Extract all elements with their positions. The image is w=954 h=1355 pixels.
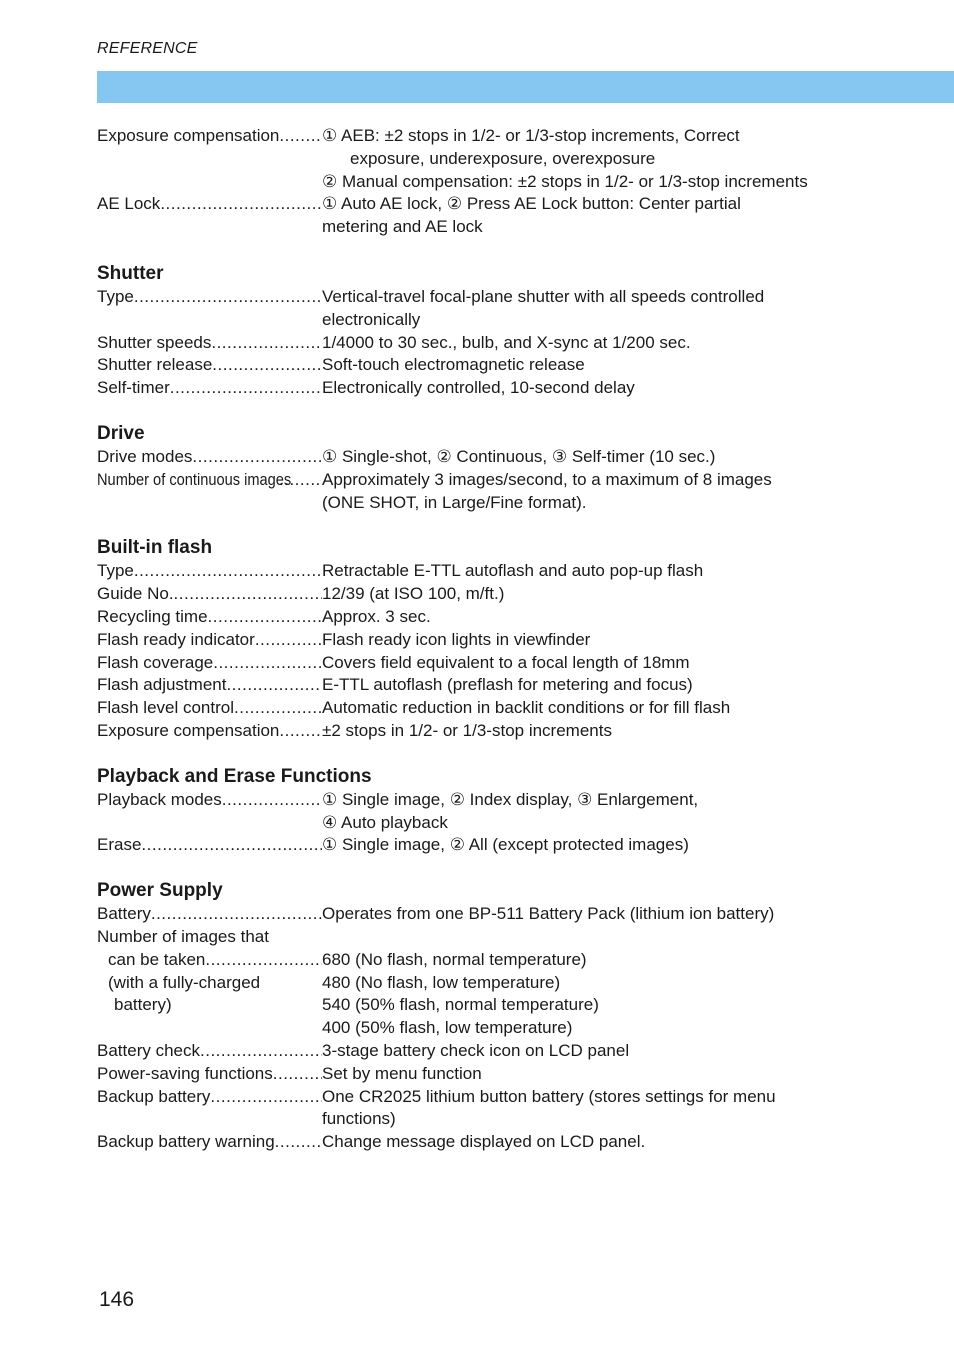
spec-row: [97, 674, 897, 697]
spec-value: 680 (No flash, normal temperature): [322, 949, 587, 969]
spec-row: [97, 1017, 897, 1040]
leader-dots: [279, 125, 322, 193]
spec-row: [97, 926, 897, 949]
spec-row: [97, 652, 897, 675]
section-title: Drive: [97, 422, 145, 444]
spec-term: Backup battery: [97, 1086, 211, 1106]
spec-value: 400 (50% flash, low temperature): [322, 1018, 573, 1038]
spec-value: Operates from one BP-511 Battery Pack (lithium ion battery): [322, 904, 775, 924]
leader-dots: [134, 286, 322, 332]
spec-row: [97, 446, 897, 469]
spec-value: ±2 stops in 1/2- or 1/3-stop increments: [322, 720, 612, 740]
playback-section: [97, 765, 897, 857]
leader-dots: [279, 720, 322, 743]
spec-row: [97, 1063, 897, 1086]
spec-row: [97, 972, 897, 995]
leader-dots: [160, 193, 322, 239]
shutter-section: [97, 262, 897, 400]
spec-term: Shutter release: [97, 355, 213, 375]
leader-dots: [208, 606, 322, 629]
spec-row: [97, 1086, 897, 1132]
spec-value: ④ Auto playback: [322, 812, 448, 832]
spec-value: Vertical-travel focal-plane shutter with all speeds controlled: [322, 286, 765, 306]
header-band: [97, 71, 954, 103]
spec-term: Self-timer: [97, 378, 170, 398]
spec-term: battery): [114, 995, 172, 1015]
spec-value: Electronically controlled, 10-second delay: [322, 378, 635, 398]
spec-value: ① Auto AE lock, ② Press AE Lock button: Center partial: [322, 194, 741, 214]
leader-dots: [213, 652, 322, 675]
spec-term: Flash adjustment: [97, 675, 227, 695]
running-head: REFERENCE: [97, 40, 198, 57]
spec-row: [97, 789, 897, 835]
spec-value: Approximately 3 images/second, to a maximum of 8 images: [322, 469, 772, 489]
spec-term: Type: [97, 561, 134, 581]
leader-dots: [205, 949, 322, 972]
spec-value: E-TTL autoflash (preflash for metering and focus): [322, 675, 693, 695]
spec-value: Covers field equivalent to a focal length of 18mm: [322, 652, 690, 672]
spec-value: Flash ready icon lights in viewfinder: [322, 629, 591, 649]
power-section: [97, 879, 897, 1154]
leader-dots: [212, 354, 322, 377]
section-title: Power Supply: [97, 880, 223, 902]
leader-dots: [200, 1040, 322, 1063]
spec-row: [97, 286, 897, 332]
spec-value: ① Single-shot, ② Continuous, ③ Self-timer (10 sec.): [322, 446, 716, 466]
leader-dots: [210, 1086, 322, 1132]
leader-dots: [275, 1131, 322, 1154]
spec-value: metering and AE lock: [322, 217, 483, 237]
spec-row: [97, 697, 897, 720]
spec-value: ① Single image, ② All (except protected images): [322, 835, 689, 855]
spec-value: exposure, underexposure, overexposure: [350, 148, 656, 168]
leader-dots: [234, 697, 322, 720]
spec-row: [97, 1131, 897, 1154]
leader-dots: [134, 560, 322, 583]
spec-value: Retractable E-TTL autoflash and auto pop-up flash: [322, 561, 704, 581]
spec-term: Type: [97, 286, 134, 306]
spec-value: 540 (50% flash, normal temperature): [322, 995, 599, 1015]
leader-dots: [226, 674, 322, 697]
spec-row: [97, 629, 897, 652]
spec-row: [97, 354, 897, 377]
flash-section: [97, 536, 897, 742]
spec-term: Shutter speeds: [97, 332, 212, 352]
section-title: Shutter: [97, 262, 164, 284]
spec-term: can be taken: [108, 949, 206, 969]
section-title: Playback and Erase Functions: [97, 765, 372, 787]
spec-value: 3-stage battery check icon on LCD panel: [322, 1040, 630, 1060]
spec-term: Erase: [97, 835, 142, 855]
spec-row: [97, 1040, 897, 1063]
spec-row: [97, 560, 897, 583]
section-title: Built-in flash: [97, 537, 213, 559]
spec-term: Flash ready indicator: [97, 629, 255, 649]
leader-dots: [151, 903, 322, 926]
leader-dots: [141, 834, 322, 857]
spec-value: ② Manual compensation: ±2 stops in 1/2- or 1/3-stop increments: [322, 171, 808, 191]
leader-dots: [255, 629, 322, 652]
spec-row: [97, 332, 897, 355]
spec-term: Backup battery warning: [97, 1132, 275, 1152]
spec-row: [97, 377, 897, 400]
spec-value: 480 (No flash, low temperature): [322, 972, 561, 992]
spec-value: ① Single image, ② Index display, ③ Enlargement,: [322, 789, 699, 809]
page-number: 146: [99, 1288, 135, 1311]
spec-term: (with a fully-charged: [108, 972, 261, 992]
leader-dots: [170, 377, 322, 400]
spec-term: Drive modes: [97, 446, 193, 466]
spec-term: Battery check: [97, 1040, 200, 1060]
spec-row: [97, 903, 897, 926]
leader-dots: [192, 446, 322, 469]
spec-value: Automatic reduction in backlit conditions or for fill flash: [322, 698, 731, 718]
spec-value: Set by menu function: [322, 1063, 482, 1083]
drive-section: [97, 422, 897, 514]
spec-term: Guide No.: [97, 584, 174, 604]
spec-term: Number of continuous images: [97, 469, 292, 489]
spec-term: Battery: [97, 904, 151, 924]
spec-value: (ONE SHOT, in Large/Fine format).: [322, 492, 587, 512]
spec-value: electronically: [322, 309, 421, 329]
spec-row-ae-lock: [97, 193, 897, 239]
leader-dots: [211, 332, 322, 355]
spec-term: Flash coverage: [97, 652, 214, 672]
spec-value: 1/4000 to 30 sec., bulb, and X-sync at 1/200 sec.: [322, 332, 691, 352]
spec-row: [97, 583, 897, 606]
leader-dots: [174, 583, 322, 606]
leader-dots: [273, 1063, 322, 1086]
spec-term: Flash level control: [97, 698, 235, 718]
spec-row: [97, 834, 897, 857]
spec-row: [97, 994, 897, 1017]
spec-row-exposure-compensation: [97, 125, 897, 193]
spec-value: Approx. 3 sec.: [322, 606, 431, 626]
spec-row: [97, 720, 897, 743]
exposure-block: [97, 125, 897, 239]
spec-row: [97, 469, 897, 515]
spec-term: Number of images that: [97, 926, 269, 946]
spec-value: Change message displayed on LCD panel.: [322, 1132, 646, 1152]
spec-content: [97, 125, 897, 1176]
spec-value: 12/39 (at ISO 100, m/ft.): [322, 584, 505, 604]
spec-term: Power-saving functions: [97, 1063, 273, 1083]
spec-term: Recycling time: [97, 606, 208, 626]
spec-value: ① AEB: ±2 stops in 1/2- or 1/3-stop increments, Correct: [322, 126, 740, 145]
spec-row: [97, 949, 897, 972]
spec-term: Exposure compensation: [97, 126, 280, 145]
spec-value: functions): [322, 1109, 396, 1129]
spec-term: AE Lock: [97, 194, 161, 214]
leader-dots: [222, 789, 322, 835]
spec-value: Soft-touch electromagnetic release: [322, 355, 585, 375]
spec-term: Playback modes: [97, 789, 222, 809]
spec-term: Exposure compensation: [97, 720, 280, 740]
spec-row: [97, 606, 897, 629]
spec-value: One CR2025 lithium button battery (stores settings for menu: [322, 1086, 776, 1106]
